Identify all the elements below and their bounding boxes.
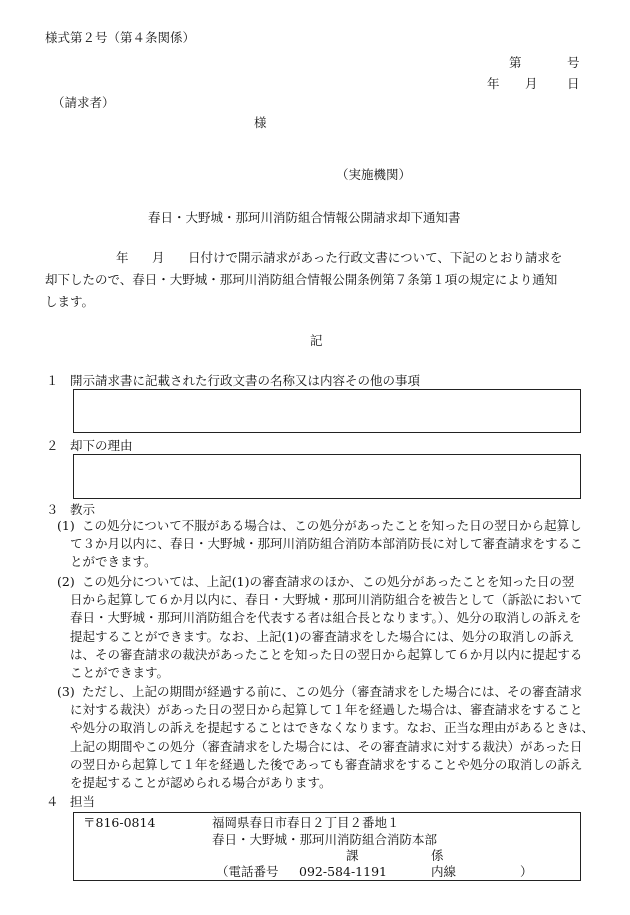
phone-label: （電話番号 xyxy=(216,864,279,879)
honorific-sama: 様 xyxy=(254,115,267,130)
intro-year-label: 年 xyxy=(116,250,129,265)
contact-ka: 課 xyxy=(346,848,359,863)
instruction-3-number: (3) xyxy=(57,684,75,699)
section-4-number: ４ xyxy=(46,794,59,809)
instruction-1-number: (1) xyxy=(57,518,75,533)
instruction-1-line-3: とができます。 xyxy=(70,554,157,570)
section-3-label: 教示 xyxy=(70,502,96,517)
number-dai: 第 xyxy=(509,55,522,70)
contact-office: 春日・大野城・那珂川消防組合消防本部 xyxy=(212,832,438,847)
section-2-label: 却下の理由 xyxy=(70,438,133,453)
section-1-input-box[interactable] xyxy=(73,389,581,433)
contact-address: 福岡県春日市春日２丁目２番地１ xyxy=(212,815,400,830)
instruction-3-line-2: に対する裁決）があった日の翌日から起算して１年を経過した場合は、審査請求をすること xyxy=(70,702,583,718)
section-2-number: ２ xyxy=(46,438,59,453)
form-label: 様式第２号（第４条関係） xyxy=(45,30,196,45)
postal-code: 〒816-0814 xyxy=(83,815,156,830)
date-month-label: 月 xyxy=(525,76,538,91)
instruction-3-line-1: ただし、上記の期間が経過する前に、この処分（審査請求をした場合には、その審査請求 xyxy=(82,684,583,699)
intro-line-1: 日付けで開示請求があった行政文書について、下記のとおり請求を xyxy=(188,250,563,265)
number-go: 号 xyxy=(567,55,580,70)
ki-heading: 記 xyxy=(310,333,323,348)
extension-label: 内線 xyxy=(431,864,457,879)
instruction-2-line-1: この処分については、上記(1)の審査請求のほか、この処分があったことを知った日の翌 xyxy=(82,574,575,589)
requester-label: （請求者） xyxy=(52,95,115,110)
section-1-number: １ xyxy=(46,373,59,388)
instruction-2-line-4: 提起することができます。なお、上記(1)の審査請求をした場合には、処分の取消しの訴え xyxy=(70,628,575,644)
instruction-2-line-2: 日から起算して６か月以内に、春日・大野城・那珂川消防組合を被告として（訴訟において xyxy=(70,592,583,608)
document-title: 春日・大野城・那珂川消防組合情報公開請求却下通知書 xyxy=(148,210,461,225)
section-3-number: ３ xyxy=(46,502,59,517)
phone-number: 092-584-1191 xyxy=(299,864,387,879)
intro-line-2: 却下したので、春日・大野城・那珂川消防組合情報公開条例第７条第１項の規定により通知 xyxy=(45,272,558,287)
instruction-1-line-1: この処分について不服がある場合は、この処分があったことを知った日の翌日から起算し xyxy=(82,518,582,533)
instruction-2-line-3: 春日・大野城・那珂川消防組合を代表する者は組合長となります。）、処分の取消しの訴えを xyxy=(70,610,582,626)
instruction-3-line-3: や処分の取消しの訴えを提起することはできなくなります。なお、正当な理由があるときは、 xyxy=(70,720,595,736)
instruction-1-line-2: て３か月以内に、春日・大野城・那珂川消防組合消防本部消防長に対して審査請求をするこ xyxy=(70,536,583,552)
instruction-2-line-5: は、その審査請求の裁決があったことを知った日の翌日から起算して６か月以内に提起する xyxy=(70,646,583,662)
agency-label: （実施機関） xyxy=(336,167,412,182)
section-4-label: 担当 xyxy=(70,794,96,809)
contact-kakari: 係 xyxy=(431,848,444,863)
date-year-label: 年 xyxy=(487,76,500,91)
phone-close-paren: ） xyxy=(520,864,533,879)
instruction-3-line-4: 上記の期間やこの処分（審査請求をした場合には、その審査請求に対する裁決）があった日 xyxy=(70,738,583,754)
section-2-input-box[interactable] xyxy=(73,454,581,499)
date-day-label: 日 xyxy=(567,76,580,91)
instruction-3-line-6: を提起することが認められる場合があります。 xyxy=(70,775,332,790)
intro-line-3: します。 xyxy=(45,294,95,309)
instruction-3-line-5: の翌日から起算して１年を経過した後であっても審査請求をすることや処分の取消しの訴え xyxy=(70,756,583,772)
section-1-label: 開示請求書に記載された行政文書の名称又は内容その他の事項 xyxy=(70,373,421,388)
instruction-2-line-6: ことができます。 xyxy=(70,665,170,680)
instruction-2-number: (2) xyxy=(57,574,75,589)
contact-box xyxy=(73,812,581,881)
intro-month-label: 月 xyxy=(152,250,165,265)
